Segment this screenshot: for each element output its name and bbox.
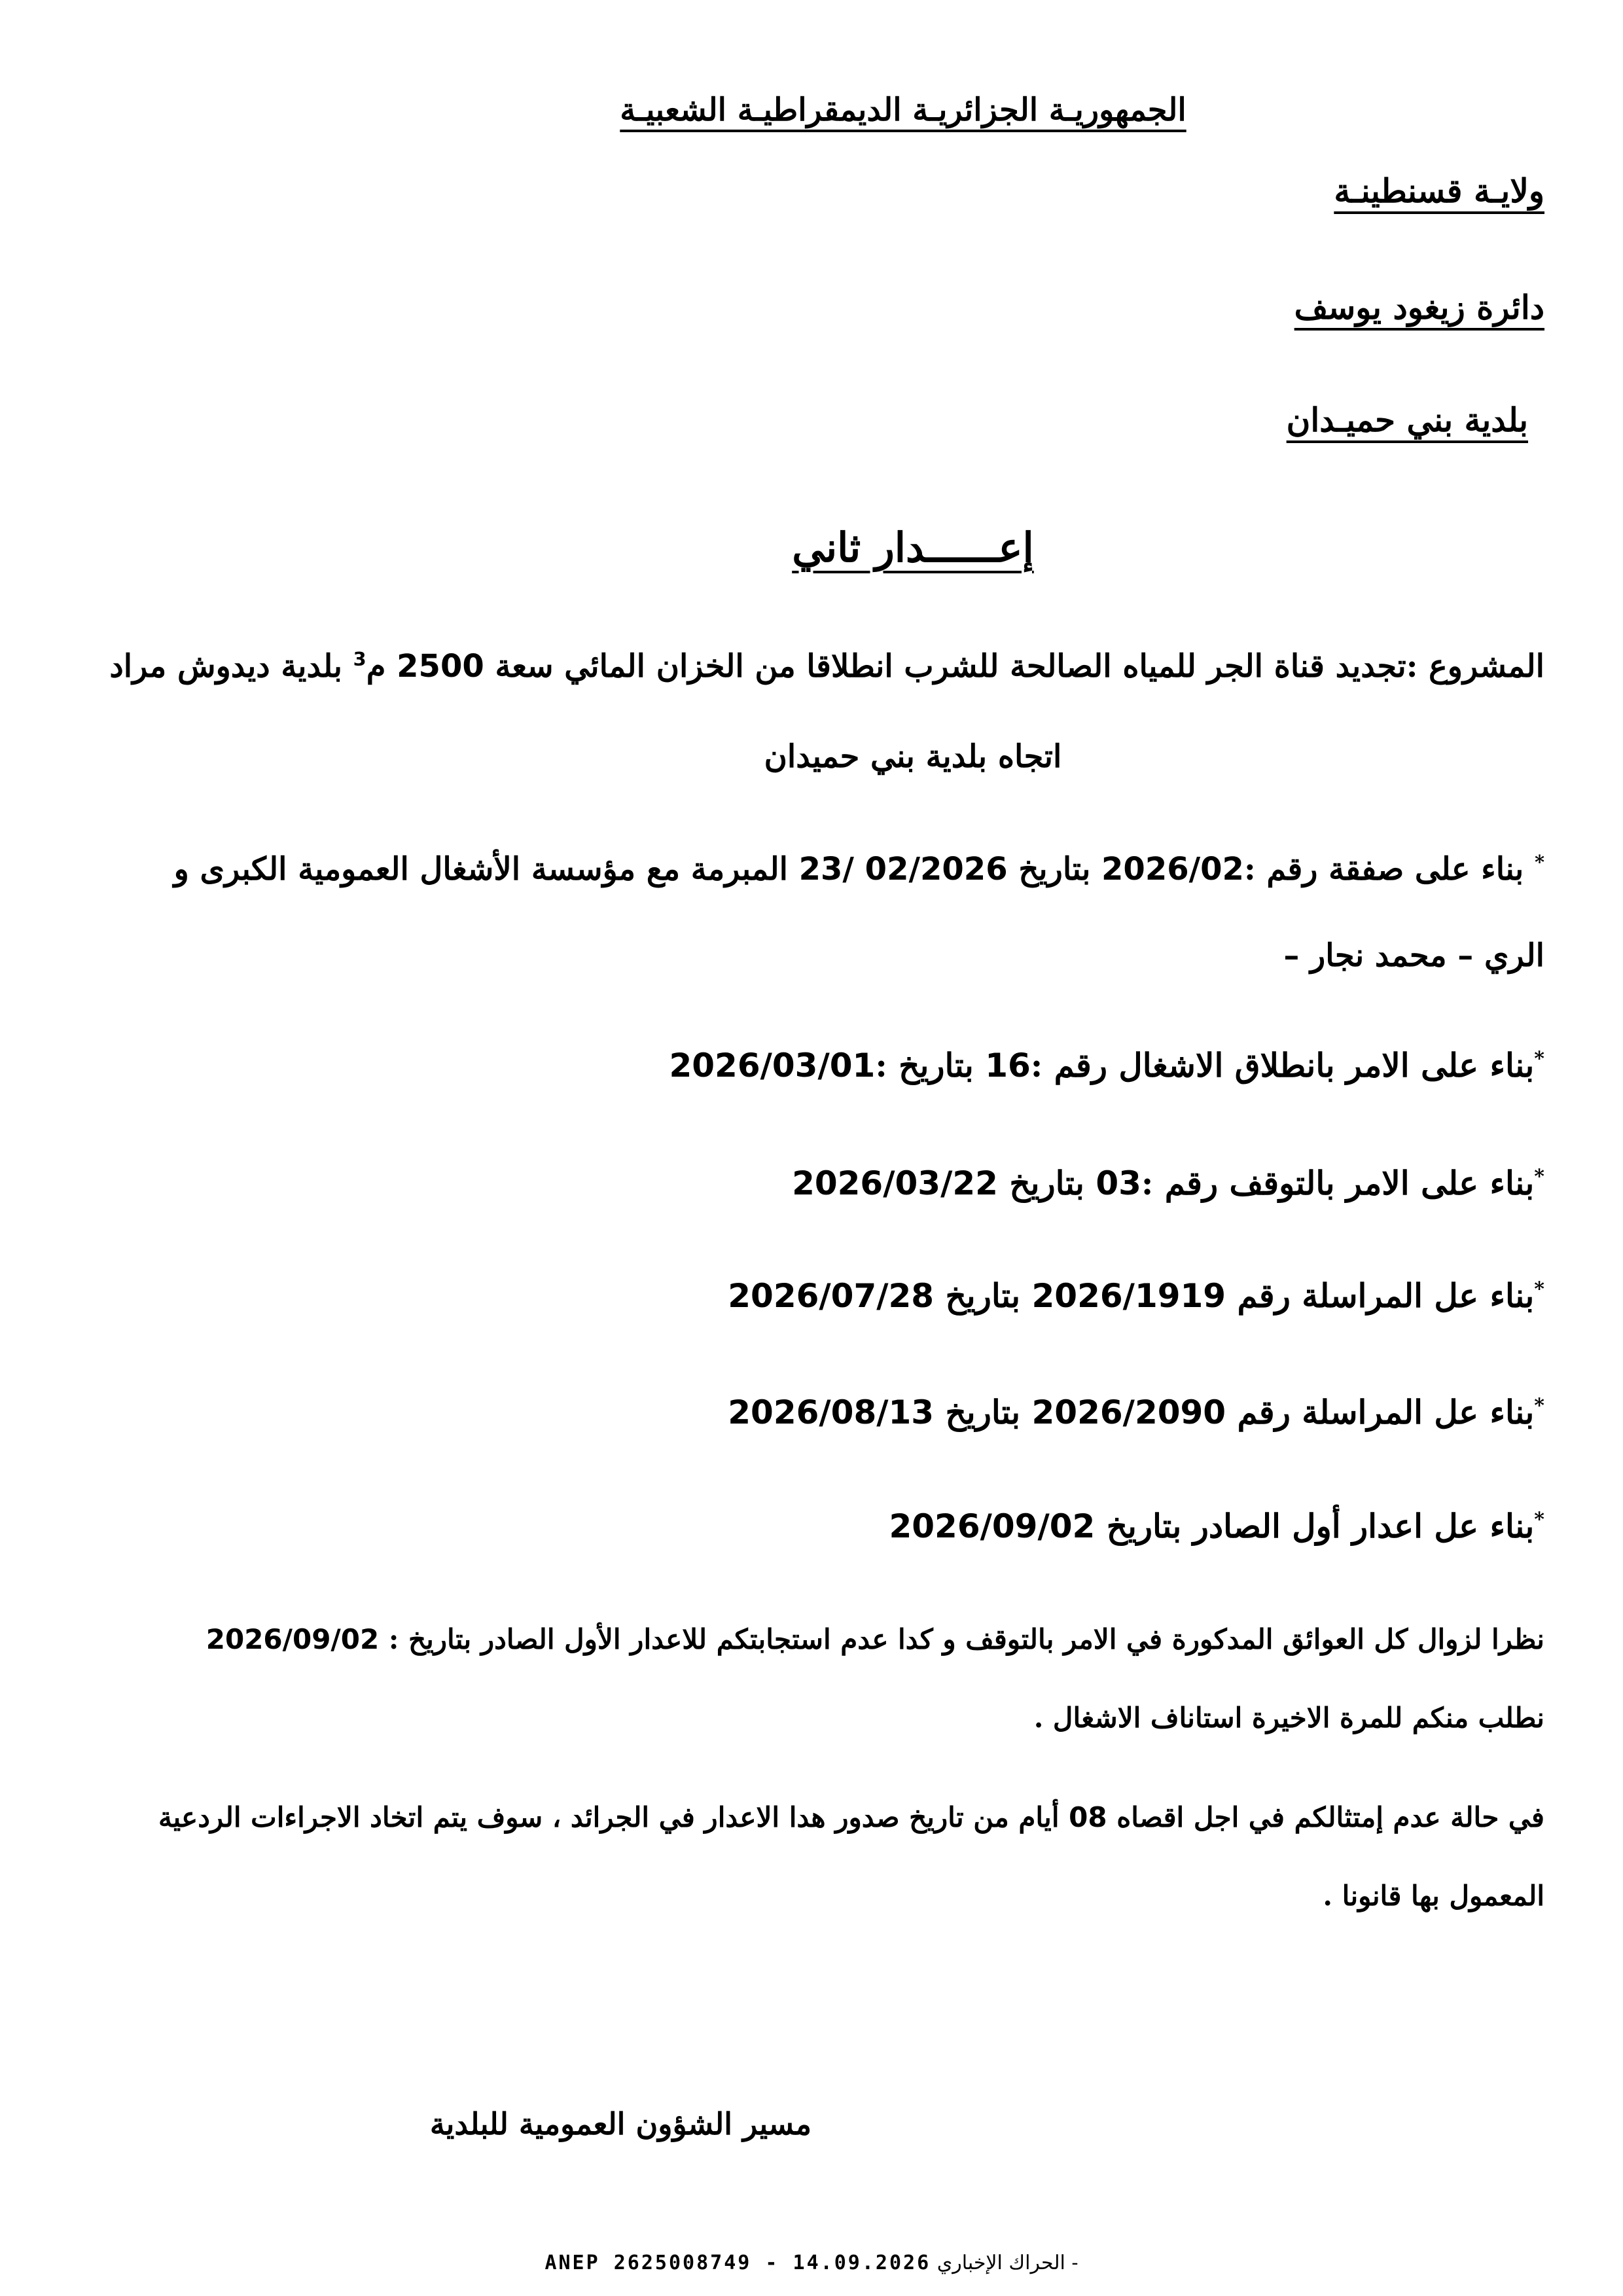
asterisk: * xyxy=(1534,1508,1544,1532)
header-country-text: الجمهوريـة الجزائريـة الديمقراطيـة الشعبيـة xyxy=(620,92,1186,128)
basis-item-prefix: بناء عل اعدار أول الصادر بتاريخ xyxy=(1106,1507,1535,1545)
header-baladia: بلدية بني حميـدان xyxy=(1286,401,1528,439)
project-line-1 xyxy=(109,648,1544,685)
document-title-text: إعــــــدار ثاني xyxy=(792,524,1034,571)
project-prefix: المشروع :تجديد قناة الجر للمياه الصالحة للشرب انطلاقا من الخزان المائي سعة xyxy=(495,648,1544,685)
basis-item-number: 2026/2090 xyxy=(1031,1393,1226,1431)
basis-item-number: 2026/1919 xyxy=(1031,1277,1226,1315)
basis-item-date: 2026/03/01 xyxy=(669,1047,876,1085)
header-daira: دائرة زيغود يوسف xyxy=(1294,288,1544,327)
basis-item-date: 2026/09/02 xyxy=(889,1507,1096,1545)
basis-item xyxy=(728,1393,1544,1431)
basis-item xyxy=(728,1276,1544,1315)
paragraph-2-prefix: في حالة عدم إمتثالكم في اجل اقصاه xyxy=(1116,1801,1544,1833)
basis-item-mid: بتاريخ : xyxy=(875,1046,974,1085)
basis-item xyxy=(792,1164,1544,1202)
asterisk: * xyxy=(1534,1278,1544,1301)
document-title xyxy=(0,524,1623,571)
signature-title: مسير الشؤون العمومية للبلدية xyxy=(429,2106,812,2142)
basis-item-mid: بتاريخ xyxy=(945,1393,1021,1431)
basis-deal-line-2: الري – محمد نجار – xyxy=(1283,937,1544,974)
project-line-2 xyxy=(0,738,1623,775)
basis-item-prefix: بناء على الامر بالتوقف رقم : xyxy=(1141,1164,1535,1202)
basis-deal-number: 2026/02 xyxy=(1101,851,1244,888)
header-country xyxy=(0,92,1623,128)
basis-item-date: 2026/03/22 xyxy=(792,1164,998,1202)
paragraph-1-line-1 xyxy=(206,1623,1544,1655)
basis-item-prefix: بناء على الامر بانطلاق الاشغال رقم : xyxy=(1030,1046,1535,1085)
project-suffix: بلدية ديدوش مراد xyxy=(109,648,342,685)
paragraph-1-line-2: نطلب منكم للمرة الاخيرة استاناف الاشغال . xyxy=(1033,1702,1544,1734)
basis-item-number: 03 xyxy=(1096,1164,1141,1202)
footer xyxy=(0,2251,1623,2274)
paragraph-2-suffix: أيام من تاريخ صدور هدا الاعدار في الجرائد ، سوف يتم اتخاد الاجراءات الردعية xyxy=(158,1801,1060,1833)
paragraph-1-date: 2026/09/02 xyxy=(205,1623,380,1655)
paragraph-2-line-2: المعمول بها قانونا . xyxy=(1323,1880,1544,1912)
basis-deal-suffix: المبرمة مع مؤسسة الأشغال العمومية الكبرى و xyxy=(173,851,788,888)
paragraph-1-text: نظرا لزوال كل العوائق المدكورة في الامر بالتوقف و كدا عدم استجابتكم للاعدار الأول الصادر بتاريخ : xyxy=(388,1623,1544,1655)
basis-item-date: 2026/07/28 xyxy=(728,1277,935,1315)
footer-reference: ANEP 2625008749 - 14.09.2026 xyxy=(544,2251,931,2274)
asterisk: * xyxy=(1534,1165,1544,1189)
basis-deal-date: 23/ 02/2026 xyxy=(798,851,1008,888)
basis-item xyxy=(669,1046,1544,1085)
basis-deal-line-1 xyxy=(174,851,1544,888)
footer-source: - الحراك الإخباري xyxy=(936,2251,1079,2274)
basis-item-date: 2026/08/13 xyxy=(728,1393,935,1431)
basis-item xyxy=(889,1507,1544,1545)
asterisk: * xyxy=(1534,851,1544,873)
paragraph-2-line-1 xyxy=(158,1801,1544,1833)
basis-item-prefix: بناء عل المراسلة رقم xyxy=(1237,1393,1535,1431)
basis-item-mid: بتاريخ xyxy=(945,1276,1021,1315)
asterisk: * xyxy=(1534,1394,1544,1418)
asterisk: * xyxy=(1534,1047,1544,1071)
basis-item-number: 16 xyxy=(985,1047,1031,1085)
project-line-2-text: اتجاه بلدية بني حميدان xyxy=(764,738,1062,775)
basis-item-mid: بتاريخ xyxy=(1009,1164,1084,1202)
basis-item-prefix: بناء عل المراسلة رقم xyxy=(1237,1276,1535,1315)
header-wilaya: ولايـة قسنطينـة xyxy=(1334,171,1544,210)
basis-deal-mid: بتاريخ xyxy=(1018,851,1091,888)
project-capacity: 2500 xyxy=(397,648,484,685)
project-unit: م$^3$ xyxy=(353,648,386,685)
basis-deal-prefix: بناء على صفقة رقم : xyxy=(1243,851,1524,888)
paragraph-2-days: 08 xyxy=(1069,1801,1107,1833)
